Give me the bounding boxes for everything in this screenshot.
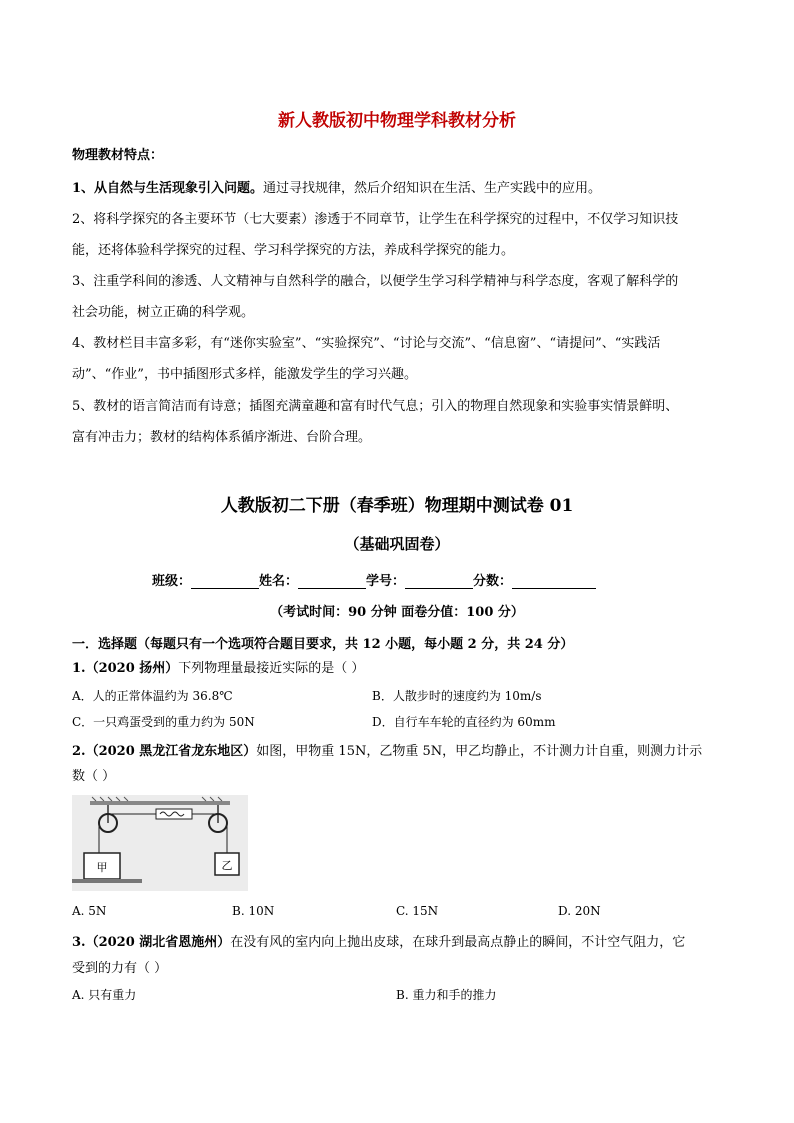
question-1-text: 下列物理量最接近实际的是（ ） [178, 661, 365, 676]
features-label: 物理教材特点： [72, 148, 164, 163]
feature-1-heading: 1、从自然与生活现象引入问题。 [72, 181, 264, 196]
id-label: 学号： [366, 574, 406, 589]
question-2-stem-line-1 [72, 740, 702, 759]
question-3-option-a[interactable]: A. 只有重力 [72, 988, 137, 1002]
question-1-option-b[interactable]: B．人散步时的速度约为 10m/s [372, 689, 542, 703]
question-3-number: 3. [72, 935, 86, 950]
question-2-number: 2. [72, 744, 86, 759]
pulley-spring-scale-diagram [72, 795, 248, 891]
analysis-title: 新人教版初中物理学科教材分析 [278, 111, 516, 131]
name-blank[interactable] [298, 574, 366, 589]
student-info-row [152, 570, 596, 589]
question-1-option-c[interactable]: C．一只鸡蛋受到的重力约为 50N [72, 715, 255, 729]
question-1-stem [72, 657, 364, 676]
section-1-heading: 一．选择题（每题只有一个选项符合题目要求，共 12 小题，每小题 2 分，共 24 分） [72, 637, 574, 652]
question-3-source: （2020 湖北省恩施州） [85, 935, 231, 950]
question-3-stem-line-2: 受到的力有（ ） [72, 961, 168, 976]
feature-2-line-1: 2、将科学探究的各主要环节（七大要素）渗透于不同章节，让学生在科学探究的过程中，不仅学习知识技 [72, 212, 679, 227]
name-label: 姓名： [259, 574, 299, 589]
feature-4-line-2: 动”、“作业”，书中插图形式多样，能激发学生的学习兴趣。 [72, 367, 417, 382]
feature-1 [72, 177, 601, 196]
exam-subtitle: （基础巩固卷） [344, 535, 450, 553]
question-1-option-a[interactable]: A．人的正常体温约为 36.8℃ [72, 689, 233, 703]
question-3-stem-line-1 [72, 931, 685, 950]
question-2-option-d[interactable]: D. 20N [558, 904, 601, 918]
question-3-text: 在没有风的室内向上抛出皮球，在球升到最高点静止的瞬间，不计空气阻力，它 [230, 935, 686, 950]
question-1-option-d[interactable]: D．自行车车轮的直径约为 60mm [372, 715, 556, 729]
feature-5-line-1: 5、教材的语言简洁而有诗意；插图充满童趣和富有时代气息；引入的物理自然现象和实验事实情景鲜明、 [72, 399, 679, 414]
feature-4-line-1: 4、教材栏目丰富多彩，有“迷你实验室”、“实验探究”、“讨论与交流”、“信息窗”、“请提问”、“实践活 [72, 336, 661, 351]
class-blank[interactable] [191, 574, 259, 589]
question-2-stem-line-2: 数（ ） [72, 769, 116, 784]
score-blank[interactable] [512, 574, 596, 589]
class-label: 班级： [152, 574, 192, 589]
question-2-option-c[interactable]: C. 15N [396, 904, 439, 918]
block-jia-label: 甲 [96, 861, 108, 874]
id-blank[interactable] [405, 574, 473, 589]
question-1-number: 1. [72, 661, 86, 676]
question-1-source: （2020 扬州） [85, 661, 179, 676]
feature-1-text: 通过寻找规律，然后介绍知识在生活、生产实践中的应用。 [263, 181, 602, 196]
spring-scale [156, 809, 192, 819]
question-2-option-b[interactable]: B. 10N [232, 904, 275, 918]
block-yi-label: 乙 [221, 859, 233, 872]
question-2-source: （2020 黑龙江省龙东地区） [85, 744, 257, 759]
exam-time-info: （考试时间：90 分钟 面卷分值：100 分） [270, 605, 524, 620]
exam-title: 人教版初二下册（春季班）物理期中测试卷 01 [220, 496, 574, 516]
feature-3-line-2: 社会功能，树立正确的科学观。 [72, 305, 255, 320]
feature-3-line-1: 3、注重学科间的渗透、人文精神与自然科学的融合，以便学生学习科学精神与科学态度，客观了解科学的 [72, 274, 679, 289]
question-2-text: 如图，甲物重 15N，乙物重 5N，甲乙均静止，不计测力计自重，则测力计示 [256, 744, 703, 759]
question-2-option-a[interactable]: A. 5N [72, 904, 107, 918]
question-3-option-b[interactable]: B. 重力和手的推力 [396, 988, 497, 1002]
feature-5-line-2: 富有冲击力；教材的结构体系循序渐进、台阶合理。 [72, 430, 372, 445]
feature-2-line-2: 能，还将体验科学探究的过程、学习科学探究的方法，养成科学探究的能力。 [72, 243, 515, 258]
score-label: 分数： [473, 574, 513, 589]
